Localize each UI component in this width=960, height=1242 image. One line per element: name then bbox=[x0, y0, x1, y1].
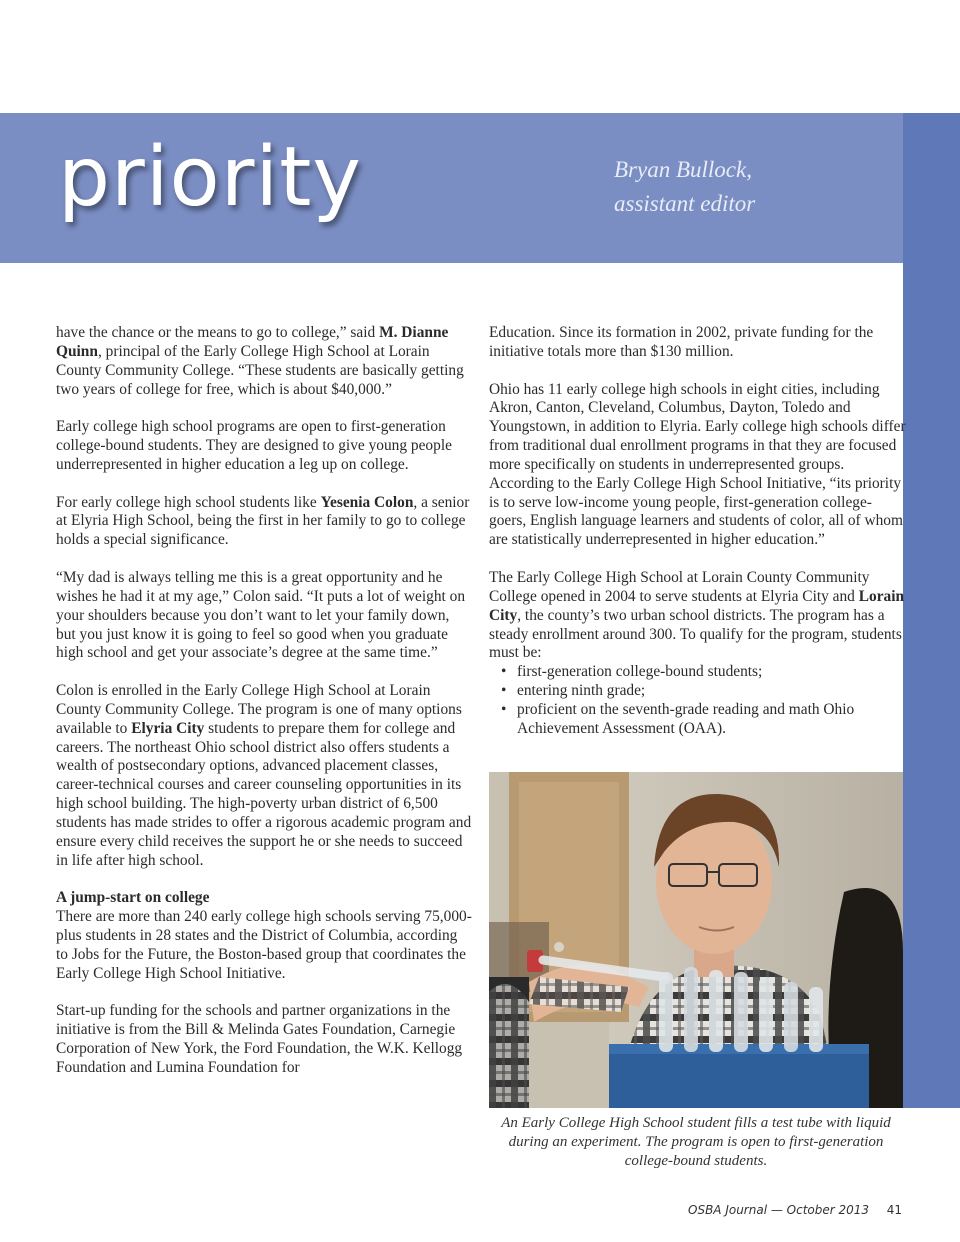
right-column bbox=[489, 324, 909, 739]
page-title: priority bbox=[58, 130, 362, 225]
left-column bbox=[56, 324, 472, 1078]
list-item: • proficient on the seventh-grade reading and math Ohio Achievement Assessment (OAA). bbox=[499, 701, 909, 739]
paragraph: Early college high school programs are open to first-generation college-bound students. They are designed to give young people underrepresented in higher education a leg up on college. bbox=[56, 418, 452, 473]
photo-caption: An Early College High School student fills a test tube with liquid during an experiment. The program is open to first-generation college-bound students. bbox=[501, 1115, 891, 1169]
page-footer bbox=[688, 1200, 908, 1220]
byline-name: Bryan Bullock, bbox=[614, 157, 752, 182]
byline-role: assistant editor bbox=[614, 191, 756, 216]
paragraph: Colon is enrolled in the Early College High School at Lorain County Community College. The program is one of many options available to Elyria City students to prepare them for college and careers. The northeast Ohio school district also offers students a wealth of postsecondary options, advanced placement classes, career-technical courses and career counseling opportunities in its high school building. The high-poverty urban district of 6,500 students has made strides to offer a rigorous academic program and ensure every child receives the support he or she needs to succeed in life after high school. bbox=[56, 682, 472, 869]
list-item: • first-generation college-bound students; bbox=[499, 663, 909, 682]
paragraph: Start-up funding for the schools and partner organizations in the initiative is from the Bill & Melinda Gates Foundation, Carnegie Corporation of New York, the Ford Foundation, the W.K. Kellogg Foundation and Lumina Foundation for bbox=[56, 1002, 463, 1076]
requirements-list bbox=[489, 663, 909, 738]
district-name: Elyria City bbox=[131, 719, 205, 737]
person-name: M. Dianne Quinn bbox=[56, 324, 449, 360]
byline bbox=[614, 153, 894, 221]
paragraph: Ohio has 11 early college high schools in eight cities, including Akron, Canton, Cleveland, Columbus, Dayton, Toledo and Youngstown, in addition to Elyria. Early college high schools differ from traditional dual enrollment programs in that they are focused more specifically on students in underrepresented groups. According to the Early College High School Initiative, “its priority is to serve low-income young people, first-generation college-goers, English language learners and students of color, all of whom are statistically underrepresented in higher education.” bbox=[489, 380, 906, 549]
paragraph: Education. Since its formation in 2002, private funding for the initiative totals more than $130 million. bbox=[489, 324, 874, 360]
paragraph: There are more than 240 early college high schools serving 75,000-plus students in 28 states and the District of Columbia, according to Jobs for the Future, the Boston-based group that coordinates the Early College High School Initiative. bbox=[56, 908, 472, 982]
district-name: Lorain City bbox=[489, 587, 905, 624]
journal-name: OSBA Journal — October 2013 bbox=[688, 1203, 870, 1217]
paragraph: For early college high school students like Yesenia Colon, a senior at Elyria High School, being the first in her family to go to college holds a special significance. bbox=[56, 493, 470, 549]
list-item: • entering ninth grade; bbox=[499, 682, 909, 701]
side-accent-strip bbox=[903, 263, 960, 1108]
header-banner-edge bbox=[903, 113, 960, 263]
paragraph: have the chance or the means to go to college,” said M. Dianne Quinn, principal of the Early College High School at Lorain County Community College. “These students are basically getting two years of college for free, which is about $40,000.” bbox=[56, 324, 464, 398]
student-lab-photo bbox=[489, 772, 903, 1108]
paragraph: “My dad is always telling me this is a great opportunity and he wishes he had it at my age,” Colon said. “It puts a lot of weight on your shoulders because you don’t want to let your family down, but you just know it is going to feel so good when you graduate high school and get your associate’s degree at the same time.” bbox=[56, 568, 466, 662]
person-name: Yesenia Colon bbox=[320, 493, 414, 511]
paragraph: The Early College High School at Lorain County Community College opened in 2004 to serve students at Elyria City and Lorain City, the county’s two urban school districts. The program has a steady enrollment around 300. To qualify for the program, students must be: bbox=[489, 568, 905, 662]
article-photo bbox=[489, 772, 903, 1108]
page-number: 41 bbox=[886, 1203, 902, 1217]
section-subheading: A jump-start on college bbox=[56, 889, 210, 907]
